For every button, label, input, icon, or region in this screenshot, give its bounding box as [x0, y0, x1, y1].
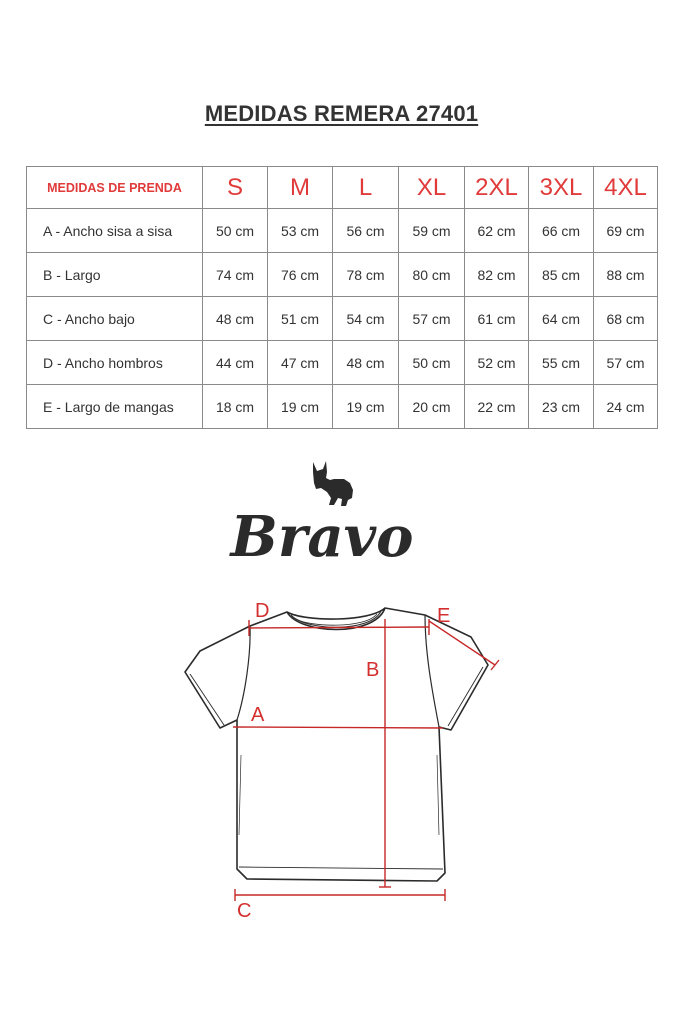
table-cell: 48 cm: [203, 297, 268, 341]
table-cell: 48 cm: [333, 341, 399, 385]
table-cell: 76 cm: [268, 253, 333, 297]
table-cell: 47 cm: [268, 341, 333, 385]
size-s: S: [203, 167, 268, 209]
page-title: MEDIDAS REMERA 27401: [204, 101, 479, 126]
table-row: [27, 385, 658, 429]
table-cell: 85 cm: [529, 253, 594, 297]
table-cell: 50 cm: [203, 209, 268, 253]
size-3xl: 3XL: [529, 167, 594, 209]
table-cell: 55 cm: [529, 341, 594, 385]
table-cell: 51 cm: [268, 297, 333, 341]
label-e: E: [437, 605, 451, 627]
label-a: A: [251, 704, 265, 726]
row-label: D - Ancho hombros: [27, 341, 203, 385]
header-label: MEDIDAS DE PRENDA: [27, 167, 203, 209]
label-b: B: [366, 659, 380, 681]
table-cell: 23 cm: [529, 385, 594, 429]
table-cell: 24 cm: [594, 385, 658, 429]
row-label: C - Ancho bajo: [27, 297, 203, 341]
size-2xl: 2XL: [465, 167, 529, 209]
table-cell: 59 cm: [399, 209, 465, 253]
logo-text: Bravo: [230, 504, 414, 570]
size-l: L: [333, 167, 399, 209]
table-cell: 57 cm: [594, 341, 658, 385]
size-xl: XL: [399, 167, 465, 209]
table-cell: 50 cm: [399, 341, 465, 385]
row-label: B - Largo: [27, 253, 203, 297]
row-label: E - Largo de mangas: [27, 385, 203, 429]
table-cell: 62 cm: [465, 209, 529, 253]
table-cell: 18 cm: [203, 385, 268, 429]
table-cell: 80 cm: [399, 253, 465, 297]
bulldog-icon: [313, 461, 353, 506]
table-cell: 44 cm: [203, 341, 268, 385]
table-row: [27, 209, 658, 253]
table-cell: 19 cm: [268, 385, 333, 429]
table-cell: 19 cm: [333, 385, 399, 429]
table-cell: 22 cm: [465, 385, 529, 429]
table-cell: 53 cm: [268, 209, 333, 253]
table-cell: 74 cm: [203, 253, 268, 297]
row-label: A - Ancho sisa a sisa: [27, 209, 203, 253]
size-table: [26, 166, 658, 429]
table-row: [27, 253, 658, 297]
table-cell: 61 cm: [465, 297, 529, 341]
table-cell: 64 cm: [529, 297, 594, 341]
table-cell: 68 cm: [594, 297, 658, 341]
bravo-logo: [210, 458, 450, 570]
table-header-row: [27, 167, 658, 209]
table-cell: 52 cm: [465, 341, 529, 385]
table-row: [27, 341, 658, 385]
size-m: M: [268, 167, 333, 209]
size-4xl: 4XL: [594, 167, 658, 209]
table-cell: 54 cm: [333, 297, 399, 341]
label-d: D: [255, 600, 270, 622]
table-cell: 69 cm: [594, 209, 658, 253]
label-c: C: [237, 900, 252, 922]
table-cell: 66 cm: [529, 209, 594, 253]
table-cell: 20 cm: [399, 385, 465, 429]
tshirt-diagram: [175, 595, 505, 930]
table-cell: 56 cm: [333, 209, 399, 253]
table-cell: 88 cm: [594, 253, 658, 297]
table-cell: 78 cm: [333, 253, 399, 297]
table-cell: 82 cm: [465, 253, 529, 297]
tshirt-outline: [185, 608, 488, 881]
table-cell: 57 cm: [399, 297, 465, 341]
table-row: [27, 297, 658, 341]
